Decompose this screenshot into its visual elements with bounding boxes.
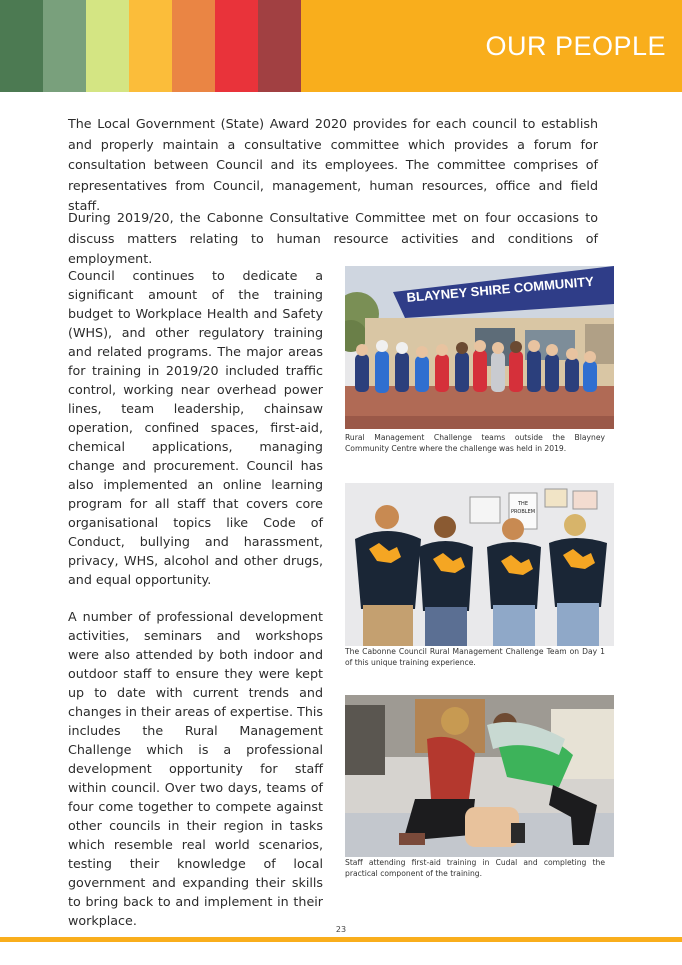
community-centre-illustration (345, 266, 614, 429)
poster-text-2: PROBLEM (510, 509, 536, 515)
page-number: 23 (335, 925, 347, 934)
intro-paragraph-1: The Local Government (State) Award 2020 provides for each council to establish and properly maintain a consultative committee which provides a forum for consultation between Council and its employees. The committee comprises of representatives from Council, management, human resources, office and field staff. (68, 116, 598, 213)
header-stripe-4 (129, 0, 172, 92)
development-paragraph: A number of professional development activities, seminars and workshops were also attended by both indoor and outdoor staff to ensure they were kept up to date with current trends and changes in their areas of expertise. This includes the Rural Management Challenge which is a professional development opportunity for staff within council. Over two days, teams of four come together to compete against other councils in their region in tasks which resemble real world scenarios, testing their knowledge of local government and expanding their skills to bring back to and implement in their workplace. (68, 609, 323, 928)
photo-caption-1: Rural Management Challenge teams outside the Blayney Community Centre where the challenge was held in 2019. (345, 433, 605, 453)
photo-caption-2: The Cabonne Council Rural Management Challenge Team on Day 1 of this unique training experience. (345, 647, 605, 667)
training-paragraph: Council continues to dedicate a significant amount of the training budget to Workplace Health and Safety (WHS), and other regulatory training and related programs. The major areas for training in 2019/20 included traffic control, working near overhead power lines, team leadership, chainsaw operation, confined spaces, first-aid, chemical applications, managing change and procurement. Council has also implemented an online learning program for all staff that covers core organisational topics like Code of Conduct, bullying and harassment, privacy, WHS, alcohol and other drugs, and equal opportunity. (68, 268, 323, 587)
intro-paragraph-2: During 2019/20, the Cabonne Consultative Committee met on four occasions to discuss matters relating to human resource activities and conditions of employment. (68, 210, 598, 266)
photo-caption-3: Staff attending first-aid training in Cudal and completing the practical component of the training. (345, 858, 605, 878)
photo-community-centre (345, 266, 614, 429)
header-stripe-3 (86, 0, 129, 92)
cpr-mannequin (465, 807, 525, 847)
header-stripe-1 (0, 0, 43, 92)
photo-first-aid-training (345, 695, 614, 857)
page-header (0, 0, 682, 92)
header-stripe-7 (258, 0, 301, 92)
poster-text-1: THE (518, 501, 528, 507)
header-stripe-5 (172, 0, 215, 92)
photo-challenge-team (345, 483, 614, 646)
building-sign-text: BLAYNEY SHIRE COMMUNITY (405, 273, 595, 305)
header-stripe-2 (43, 0, 86, 92)
header-stripe-6 (215, 0, 258, 92)
page-title: OUR PEOPLE (485, 31, 666, 61)
footer-bar (0, 937, 682, 942)
first-aid-illustration (345, 695, 614, 857)
challenge-team-illustration (345, 483, 614, 646)
